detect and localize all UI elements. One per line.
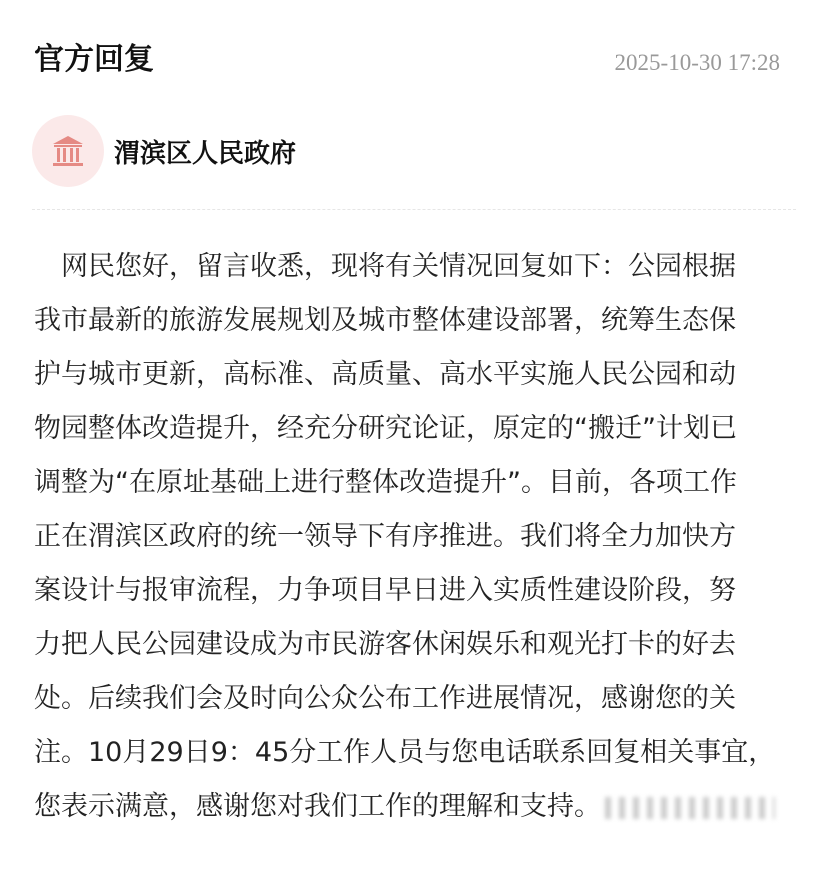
avatar bbox=[32, 115, 104, 187]
reply-line: 正在渭滨区政府的统一领导下有序推进。我们将全力加快方 bbox=[34, 521, 736, 552]
responder-name: 渭滨区人民政府 bbox=[114, 139, 297, 169]
reply-line: 处。后续我们会及时向公众公布工作进展情况，感谢您的关 bbox=[34, 683, 736, 714]
reply-line-last bbox=[34, 780, 804, 834]
reply-line: 网民您好，留言收悉，现将有关情况回复如下：公园根据 bbox=[34, 251, 736, 282]
divider bbox=[32, 209, 796, 210]
reply-line: 我市最新的旅游发展规划及城市整体建设部署，统筹生态保 bbox=[34, 305, 736, 336]
government-building-icon bbox=[50, 133, 86, 169]
reply-line: 案设计与报审流程，力争项目早日进入实质性建设阶段，努 bbox=[34, 575, 736, 606]
reply-timestamp: 2025-10-30 17:28 bbox=[614, 50, 780, 75]
reply-line: 您表示满意，感谢您对我们工作的理解和支持。 bbox=[34, 791, 601, 822]
reply-content bbox=[34, 240, 804, 834]
watermark bbox=[605, 797, 775, 819]
reply-line: 调整为“在原址基础上进行整体改造提升”。目前，各项工作 bbox=[34, 467, 737, 498]
reply-line: 力把人民公园建设成为市民游客休闲娱乐和观光打卡的好去 bbox=[34, 629, 736, 660]
reply-line: 护与城市更新，高标准、高质量、高水平实施人民公园和动 bbox=[34, 359, 736, 390]
reply-line: 注。10月29日9：45分工作人员与您电话联系回复相关事宜， bbox=[34, 737, 776, 768]
page-title: 官方回复 bbox=[34, 42, 154, 77]
reply-line: 物园整体改造提升，经充分研究论证，原定的“搬迁”计划已 bbox=[34, 413, 737, 444]
